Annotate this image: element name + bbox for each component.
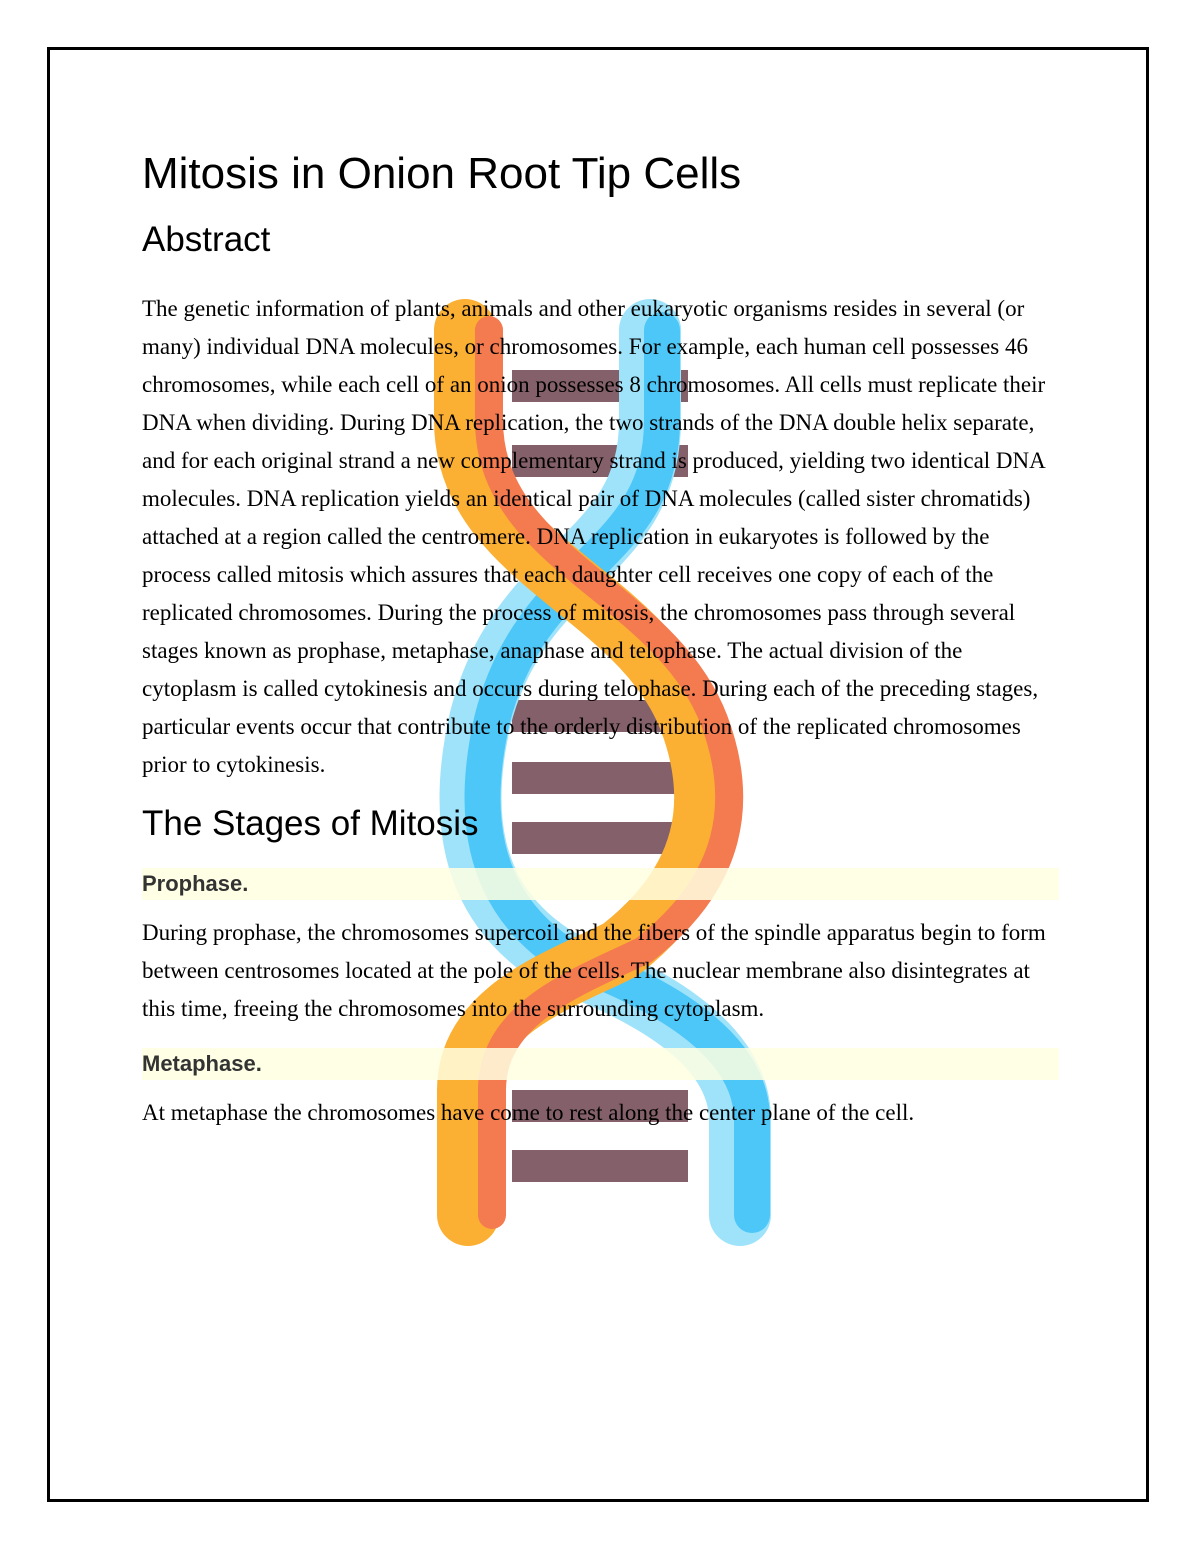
stage-text-metaphase: At metaphase the chromosomes have come to rest along the center plane of the cell. (142, 1100, 915, 1125)
abstract-heading: Abstract (142, 220, 271, 259)
stage-heading-metaphase: Metaphase. (142, 1048, 1059, 1080)
stage-heading-prophase: Prophase. (142, 868, 1059, 900)
stage-text-prophase: During prophase, the chromosomes supercoil and the fibers of the spindle apparatus begin to form between centrosomes located at the pole of the cells. The nuclear membrane also disintegrates at this time, freeing the chromosomes into the surrounding cytoplasm. (142, 920, 1046, 1021)
document-body (142, 138, 1062, 1152)
document-title: Mitosis in Onion Root Tip Cells (142, 149, 742, 198)
abstract-paragraph: The genetic information of plants, animals and other eukaryotic organisms resides in several (or many) individual DNA molecules, or chromosomes. For example, each human cell possesses 46 chromosomes, while each cell of an onion possesses 8 chromosomes. All cells must replicate their DNA when dividing. During DNA replication, the two strands of the DNA double helix separate, and for each original strand a new complementary strand is produced, yielding two identical DNA molecules. DNA replication yields an identical pair of DNA molecules (called sister chromatids) attached at a region called the centromere. DNA replication in eukaryotes is followed by the process called mitosis which assures that each daughter cell receives one copy of each of the replicated chromosomes. During the process of mitosis, the chromosomes pass through several stages known as prophase, metaphase, anaphase and telophase. The actual division of the cytoplasm is called cytokinesis and occurs during telophase. During each of the preceding stages, particular events occur that contribute to the orderly distribution of the replicated chromosomes prior to cytokinesis. (142, 296, 1046, 777)
dna-rung (512, 1150, 688, 1182)
stages-heading: The Stages of Mitosis (142, 804, 479, 843)
